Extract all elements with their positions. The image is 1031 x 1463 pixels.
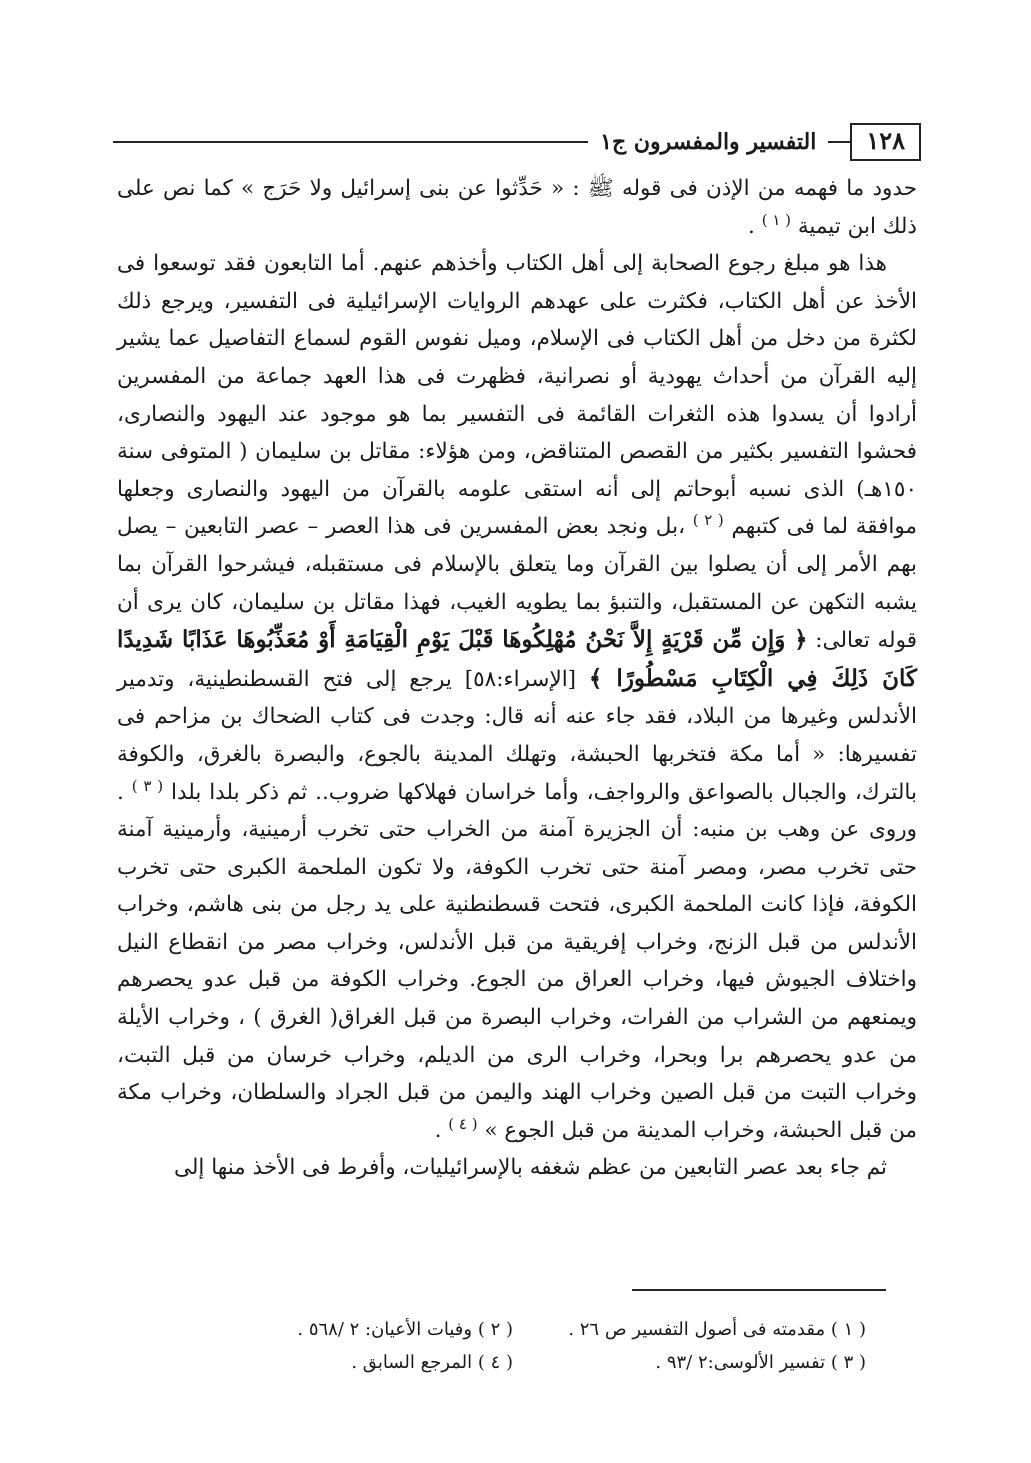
footnote-ref-1: ( ١ ) <box>761 210 791 229</box>
paragraph-2-text-c: [الإسراء:٥٨] يرجع إلى فتح القسطنطينية، وتدمير الأندلس وغيرها من البلاد، فقد جاء عنه أنه قال: وجدت فى كتاب الضحاك بن مزاحم فى تفسيرها: « أما مكة فتخربها الحبشة، وتهلك المدينة بالجوع، والبصرة بالغرق، والكوفة بالترك، والجبال بالصواعق والرواجف، وأما خراسان فهلاكها ضروب.. ثم ذكر بلدا بلدا <box>117 666 917 805</box>
paragraph-1 <box>117 170 917 245</box>
page-number: ١٢٨ <box>850 123 921 161</box>
paragraph-2-text-a: هذا هو مبلغ رجوع الصحابة إلى أهل الكتاب وأخذهم عنهم. أما التابعون فقد توسعوا فى الأخذ عن أهل الكتاب، فكثرت على عهدهم الروايات الإسرائيلية فى التفسير، ويرجع ذلك لكثرة من دخل من أهل الكتاب فى الإسلام، وميل نفوس القوم لسماع التفاصيل عما يشير إليه القرآن من أحداث يهودية أو نصرانية، فظهرت فى هذا العهد جماعة من المفسرين أرادوا أن يسدوا هذه الثغرات القائمة فى التفسير بما هو موجود عند اليهود والنصارى، فحشوا التفسير بكثير من القصص المتناقض، ومن هؤلاء: مقاتل بن سليمان ( المتوفى سنة ١٥٠هـ) الذى نسبه أبوحاتم إلى أنه استقى علومه بالقرآن من اليهود والنصارى وجعلها موافقة لما فى كتبهم <box>117 251 917 540</box>
header-rule-left <box>113 141 588 143</box>
footnote-1: ( ١ ) مقدمته فى أصول التفسير ص ٢٦ . <box>568 1319 866 1340</box>
quran-verse: ﴿ وَإِن مِّن قَرْيَةٍ إِلاَّ نَحْنُ مُهْلِكُوهَا قَبْلَ يَوْمِ الْقِيَامَةِ أَوْ مُعَذِّبُوهَا عَذَابًا شَدِيدًا كَانَ ذَلِكَ فِي الْكِتَابِ مَسْطُورًا ﴾ <box>117 626 917 692</box>
page-header <box>113 122 921 162</box>
paragraph-2-text-b: ،بل ونجد بعض المفسرين فى هذا العصر – عصر التابعين – يصل بهم الأمر إلى أن يصلوا بين القرآن وما يتعلق بالإسلام فى مستقبله، فيشرحوا القرآن بما يشبه التكهن عن المستقبل، والتنبؤ بما يطويه الغيب، فهذا مقاتل بن سليمان، كان يرى أن قوله تعالى: <box>117 514 917 654</box>
header-rule-right <box>828 141 850 143</box>
paragraph-2 <box>117 245 917 1149</box>
footnote-ref-2: ( ٢ ) <box>692 511 724 530</box>
body-text <box>117 170 917 1187</box>
paragraph-2-end: . <box>434 1117 442 1143</box>
paragraph-3-text: ثم جاء بعد عصر التابعين من عظم شغفه بالإسرائيليات، وأفرط فى الأخذ منها إلى <box>173 1155 887 1181</box>
footnotes <box>200 1313 866 1379</box>
footnote-ref-3: ( ٣ ) <box>131 776 164 795</box>
footnote-4: ( ٤ ) المرجع السابق . <box>351 1352 513 1373</box>
running-title: التفسير والمفسرون ج١ <box>600 129 817 155</box>
paragraph-2-text-d: . وروى عن وهب بن منبه: أن الجزيرة آمنة من الخراب حتى تخرب أرمينية، وأرمينية آمنة حتى تخرب مصر، ومصر آمنة حتى تخرب الكوفة، ولا تكون الملحمة الكبرى حتى تخرب الكوفة، فإذا كانت الملحمة الكبرى، فتحت قسطنطنية على يد رجل من بنى هاشم، وخراب الأندلس من قبل الزنج، وخراب إفريقية من قبل الأندلس، وخراب مصر من انقطاع النيل واختلاف الجيوش فيها، وخراب العراق من الجوع. وخراب الكوفة من قبل عدو يحصرهم ويمنعهم من الشراب من الفرات، وخراب البصرة من قبل الغراق( الغرق ) ، وخراب الأيلة من عدو يحصرهم برا وبحرا، وخراب الرى من الديلم، وخراب خرسان من قبل التبت، وخراب التبت من قبل الصين وخراب الهند واليمن من قبل الجراد والسلطان، وخراب مكة من قبل الحبشة، وخراب المدينة من قبل الجوع » <box>117 779 917 1143</box>
footnote-2: ( ٢ ) وفيات الأعيان: ٢ /٥٦٨ . <box>297 1319 513 1340</box>
paragraph-1-text: حدود ما فهمه من الإذن فى قوله ﷺ : « حَدِّثوا عن بنى إسرائيل ولا حَرَج » كما نص على ذلك ابن تيمية <box>117 176 917 239</box>
paragraph-3 <box>117 1149 917 1187</box>
footnote-separator <box>632 1289 886 1291</box>
paragraph-1-end: . <box>748 213 755 239</box>
footnote-3: ( ٣ ) تفسير الألوسى:٢ /٩٣ . <box>655 1352 866 1373</box>
footnote-ref-4: ( ٤ ) <box>448 1114 478 1133</box>
